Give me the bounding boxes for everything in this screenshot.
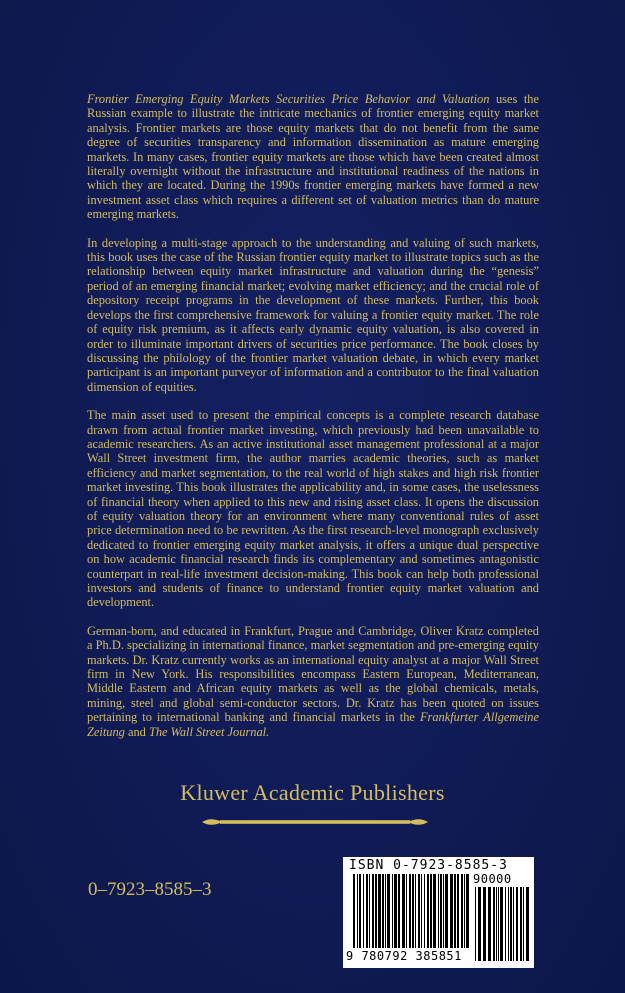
barcode-bar xyxy=(357,874,358,948)
barcode-addon-bar xyxy=(520,887,522,961)
barcode-bar xyxy=(415,874,416,948)
barcode-bar xyxy=(359,874,361,948)
barcode-bar xyxy=(445,874,448,948)
barcode-addon-bar xyxy=(510,887,512,961)
barcode-bar xyxy=(382,874,384,948)
publication-name: The Wall Street Journal. xyxy=(148,724,270,739)
barcode-addon-bar xyxy=(498,887,499,961)
barcode-bar xyxy=(402,874,405,948)
barcode-bar xyxy=(369,874,370,948)
back-cover-blurb xyxy=(87,92,539,753)
barcode-bar xyxy=(378,874,381,948)
barcode-bar xyxy=(454,874,456,948)
publication-name: Frankfurter Allgemeine Zeitung xyxy=(87,710,539,739)
blurb-paragraph-1 xyxy=(87,92,539,222)
barcode-bar xyxy=(430,874,432,948)
barcode-bar xyxy=(418,874,420,948)
barcode-bar xyxy=(450,874,453,948)
barcode-addon-bar xyxy=(475,887,476,961)
barcode-bar xyxy=(464,874,465,948)
barcode-ean-digits: 9 780792 385851 xyxy=(346,949,462,963)
barcode-isbn-label: ISBN 0-7923-8585-3 xyxy=(349,858,508,873)
barcode-bar xyxy=(387,874,390,948)
barcode-bar xyxy=(392,874,393,948)
barcode-addon-bar xyxy=(496,887,497,961)
barcode-addon-number: 90000 xyxy=(473,872,512,886)
barcode-bar xyxy=(385,874,386,948)
barcode-bar xyxy=(412,874,414,948)
barcode-bar xyxy=(424,874,425,948)
blurb-text: uses the Russian example to illustrate the intricate mechanics of frontier emerging equity market analysis. Frontier markets are those equity markets that do not benefit from the same degree of securities transparency and information dissemination as mature emerging markets. In many cases, frontier equity markets are those which have been created almost literally overnight without the infrastructure and institutional readiness of the nations in which they are located. During the 1990s frontier emerging markets have formed a new investment asset class which requires a different set of valuation metrics than do mature emerging markets. xyxy=(87,92,540,222)
barcode-addon-bar xyxy=(508,887,509,961)
barcode-bar xyxy=(372,874,374,948)
ornament-divider-icon xyxy=(200,816,430,828)
barcode-addon-bar xyxy=(526,887,529,961)
barcode-bar xyxy=(427,874,429,948)
barcode-bar xyxy=(375,874,377,948)
barcode-bar xyxy=(457,874,459,948)
barcode-bar xyxy=(461,874,463,948)
author-bio-paragraph xyxy=(87,624,539,739)
barcode-addon-bar xyxy=(500,887,503,961)
barcode-bar xyxy=(443,874,444,948)
barcode-bar xyxy=(440,874,442,948)
barcode-bar xyxy=(398,874,400,948)
barcode-bar xyxy=(433,874,436,948)
blurb-paragraph-3: The main asset used to present the empirical concepts is a complete research database drawn from actual frontier market investing, which previously had been unavailable to academic researchers. As an active institutional asset management professional at a major Wall Street investment firm, the author marries academic theories, such as market efficiency and market segmentation, to the real world of high stakes and high risk frontier market investing. This book illustrates the applicability and, in some cases, the uselessness of financial theory when applied to this new and rising asset class. It opens the discussion of equity valuation theory for an environment where many conventional rules of asset price determination need to be rewritten. As the first research-level monograph exclusively dedicated to frontier emerging equity market analysis, it offers a unique dual perspective on how academic financial research finds its complementary and sometimes antagonistic counterpart in real-life investment decision-making. This book can help both professional investors and students of finance to understand frontier equity market valuation and development. xyxy=(87,408,539,610)
barcode-addon-bar xyxy=(483,887,486,961)
barcode-addon-bar xyxy=(488,887,491,961)
blurb-paragraph-2: In developing a multi-stage approach to the understanding and valuing of such markets, this book uses the case of the Russian frontier equity market to illustrate topics such as the relationship between equity market infrastructure and valuation during the “genesis” period of an emerging financial market; evolving market efficiency; and the crucial role of depository receipt programs in the development of these markets. Further, this book develops the first comprehensive framework for valuing a frontier equity market. The role of equity risk premium, as it affects early dynamic equity valuation, is also covered in order to illuminate important drivers of securities price performance. The book closes by discussing the philology of the frontier market valuation debate, in which every market participant is an important purveyor of information and a contributor to the final valuation dimension of equities. xyxy=(87,235,539,394)
barcode-bar xyxy=(363,874,364,948)
barcode-bar xyxy=(421,874,422,948)
barcode-bar xyxy=(366,874,368,948)
publisher-name: Kluwer Academic Publishers xyxy=(180,780,445,805)
conjunction-text: and xyxy=(124,724,149,739)
barcode-bar xyxy=(406,874,407,948)
barcode-addon-bar xyxy=(523,887,524,961)
book-title-italic: Frontier Emerging Equity Markets Securities Price Behavior and Valuation xyxy=(87,92,490,106)
isbn-number: 0–7923–8585–3 xyxy=(88,879,212,900)
barcode-addon-bar xyxy=(493,887,495,961)
barcode-bar xyxy=(353,874,355,948)
barcode-addon-bar xyxy=(478,887,481,961)
barcode-addon-bar xyxy=(505,887,506,961)
barcode-addon-bar xyxy=(516,887,518,961)
barcode-bar xyxy=(438,874,439,948)
author-bio-text: German-born, and educated in Frankfurt, Prague and Cambridge, Oliver Kratz completed a Ph.D. specializing in international finance, market segmentation and pre-emerging equity markets. Dr. Kratz currently works as an international equity analyst at a major Wall Street firm in New York. His responsibilities encompass Eastern European, Mediterranean, Middle Eastern and African equity markets as well as the global chemicals, metals, mining, steel and global semi-conductor sectors. Dr. Kratz has been quoted on issues pertaining to international banking and financial markets in the xyxy=(87,623,539,725)
barcode-bar xyxy=(394,874,397,948)
barcode-addon-bar xyxy=(513,887,514,961)
barcode-bar xyxy=(409,874,411,948)
barcode-bar xyxy=(466,874,469,948)
barcode xyxy=(343,857,534,968)
